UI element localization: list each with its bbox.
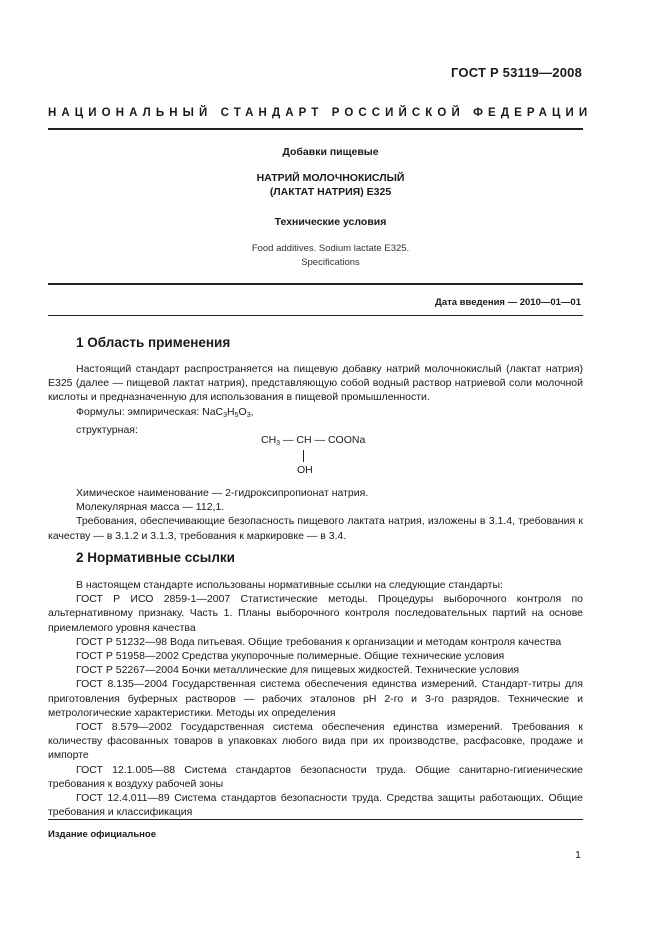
scope-paragraph: Настоящий стандарт распространяется на пищевую добавку натрий молочнокислый (лактат натрия) Е325 (далее — пищевой лактат натрия), представляющую собой водный раствор натриевой соли молочной кислоты и предназначенную для использования в пищевой промышленности. — [48, 363, 583, 404]
section-1-heading: 1 Область применения — [76, 335, 231, 350]
title-rule — [48, 283, 583, 285]
footer-rule — [48, 819, 583, 820]
ref-item: ГОСТ 8.135—2004 Государственная система обеспечения единства измерений. Стандарт-титры для приготовления буферных растворов — рабочих эталонов pH 2-го и 3-го разрядов. Технические и метрологические характеристики. Методы их определения — [48, 678, 583, 719]
standard-banner: НАЦИОНАЛЬНЫЙ СТАНДАРТ РОССИЙСКОЙ ФЕДЕРАЦИИ — [48, 107, 593, 119]
structural-label: структурная: — [76, 423, 138, 436]
ref-item: ГОСТ Р 51232—98 Вода питьевая. Общие требования к организации и методам контроля качества — [76, 635, 562, 648]
spec-title: Технические условия — [274, 216, 387, 228]
ref-item: ГОСТ 8.579—2002 Государственная система обеспечения единства измерений. Требования к количеству фасованных товаров в упаковках любого вида при их производстве, расфасовке, продаже и импорте — [48, 721, 583, 762]
structural-formula: $CH_3$ — CH — COONa — [261, 434, 366, 447]
section-1-tail — [48, 486, 583, 543]
document-code: ГОСТ Р 53119—2008 — [451, 65, 582, 80]
title-line-2: (ЛАКТАТ НАТРИЯ) Е325 — [269, 186, 392, 198]
ref-item: ГОСТ 12.1.005—88 Система стандартов безопасности труда. Общие санитарно-гигиенические требования к воздуху рабочей зоны — [48, 763, 583, 790]
subtitle: Добавки пищевые — [282, 146, 379, 158]
empirical-formula: Формулы: эмпирическая: $NaC_3H_5O_3$, — [76, 405, 254, 419]
date-rule — [48, 315, 583, 316]
title-line-1: НАТРИЙ МОЛОЧНОКИСЛЫЙ — [256, 172, 405, 184]
page-number: 1 — [575, 849, 581, 861]
requirements: Требования, обеспечивающие безопасность пищевого лактата натрия, изложены в 3.1.4, требования к качеству — в 3.1.2 и 3.1.3, требования к маркировке — в 3.4. — [48, 515, 583, 542]
ref-item: ГОСТ Р 52267—2004 Бочки металлические для пищевых жидкостей. Технические условия — [76, 664, 520, 677]
refs-intro: В настоящем стандарте использованы нормативные ссылки на следующие стандарты: — [76, 579, 503, 591]
ref-item: ГОСТ 12.4.011—89 Система стандартов безопасности труда. Средства защиты работающих. Общие требования и классификация — [48, 792, 583, 819]
intro-date: Дата введения — 2010—01—01 — [435, 297, 581, 308]
chemical-name: Химическое наименование — 2-гидроксипропионат натрия. — [76, 487, 369, 499]
official-edition: Издание официальное — [48, 829, 156, 840]
structural-oh: OH — [297, 464, 313, 476]
english-title-2: Specifications — [301, 257, 360, 268]
structural-bond — [303, 450, 304, 462]
english-title-1: Food additives. Sodium lactate E325. — [251, 243, 410, 254]
banner-rule — [48, 128, 583, 130]
section-2-body — [48, 578, 583, 819]
molecular-mass: Молекулярная масса — 112,1. — [76, 501, 225, 514]
ref-item: ГОСТ Р 51958—2002 Средства укупорочные полимерные. Общие технические условия — [76, 650, 505, 663]
section-2-heading: 2 Нормативные ссылки — [76, 550, 235, 565]
ref-item: ГОСТ Р ИСО 2859-1—2007 Статистические методы. Процедуры выборочного контроля по альтернативному признаку. Часть 1. Планы выборочного контроля последовательных партий на основе приемлемого уровня качества — [48, 593, 583, 634]
section-1-body — [48, 362, 583, 437]
